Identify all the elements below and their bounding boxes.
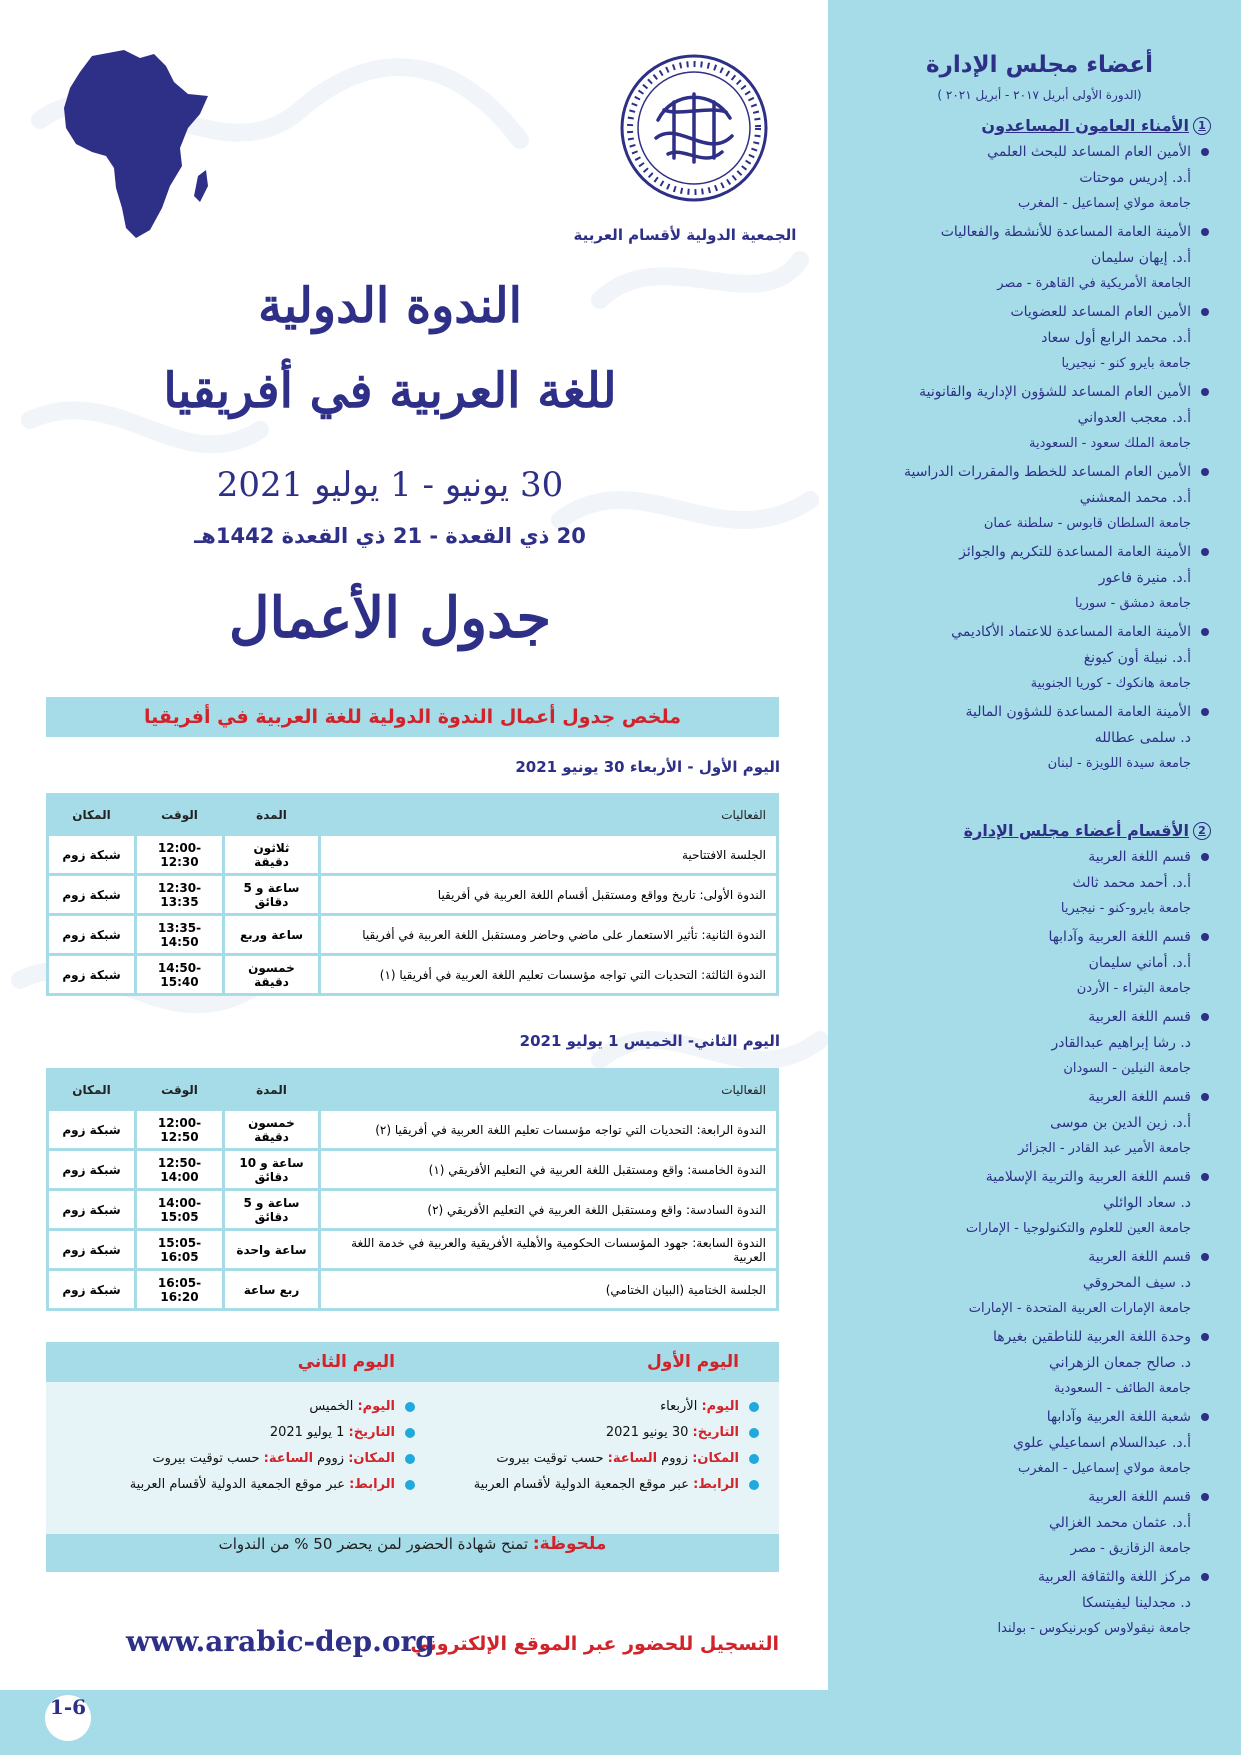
association-seal <box>618 50 770 210</box>
list-item <box>868 844 1211 922</box>
member-role: قسم اللغة العربية وآدابها <box>868 924 1211 950</box>
sidebar-subtitle: (الدورة الأولى أبريل ٢٠١٧ - أبريل ٢٠٢١ ) <box>937 88 1142 102</box>
info-day1-title: اليوم الأول <box>647 1352 739 1372</box>
list-item <box>868 1564 1211 1642</box>
member-name: أ.د. محمد المعشني <box>1079 490 1191 506</box>
page-number: 1-6 <box>45 1695 91 1741</box>
time-cell: 12:50-14:00 <box>136 1150 224 1190</box>
member-role: الأمينة العامة المساعدة للاعتماد الأكاديمي <box>868 619 1211 645</box>
member-name: د. سيف المحروقي <box>1082 1275 1191 1291</box>
member-name: د. صالح جمعان الزهراني <box>1049 1355 1191 1371</box>
register-line <box>46 1625 779 1665</box>
member-name: أ.د. نبيلة أون كيونغ <box>1083 650 1191 666</box>
place-cell: شبكة زوم <box>48 1230 136 1270</box>
member-role: قسم اللغة العربية والتربية الإسلامية <box>868 1164 1211 1190</box>
member-name: د. رشا إبراهيم عبدالقادر <box>1051 1035 1191 1051</box>
list-item <box>868 459 1211 537</box>
table-header-row <box>48 1070 778 1110</box>
member-name: أ.د. محمد الرابع أول سعاد <box>1041 330 1191 346</box>
col-header-time: الوقت <box>136 1070 224 1110</box>
table-header-row <box>48 795 778 835</box>
table-row <box>48 915 778 955</box>
member-role: الأمين العام المساعد للشؤون الإدارية والقانونية <box>868 379 1211 405</box>
time-cell: 12:30-13:35 <box>136 875 224 915</box>
member-name: د. سعاد الوائلي <box>1102 1195 1191 1211</box>
note-bar <box>46 1534 779 1572</box>
info-label: الرابط: <box>349 1477 395 1492</box>
list-item <box>868 1164 1211 1242</box>
activity-cell: الندوة السادسة: واقع ومستقبل اللغة العربية في التعليم الأفريقي (٢) <box>320 1190 778 1230</box>
list-item <box>868 539 1211 617</box>
info-value: حسب توقيت بيروت <box>152 1451 264 1466</box>
place-cell: شبكة زوم <box>48 955 136 995</box>
member-university: جامعة النيلين - السودان <box>1063 1061 1191 1076</box>
member-name: د. مجدلينا ليفيتسكا <box>1082 1595 1191 1611</box>
member-role: قسم اللغة العربية <box>868 844 1211 870</box>
list-item <box>868 699 1211 777</box>
duration-cell: ساعة و 5 دقائق <box>224 1190 320 1230</box>
day1-heading: اليوم الأول - الأربعاء 30 يونيو 2021 <box>515 758 780 776</box>
list-item <box>868 139 1211 217</box>
time-cell: 12:00-12:50 <box>136 1110 224 1150</box>
table-row <box>48 1270 778 1310</box>
event-title-line1: الندوة الدولية <box>258 278 522 334</box>
info-label: المكان: <box>348 1451 395 1466</box>
member-role: شعبة اللغة العربية وآدابها <box>868 1404 1211 1430</box>
register-url-link[interactable]: www.arabic-dep.org <box>126 1625 435 1658</box>
time-cell: 15:05-16:05 <box>136 1230 224 1270</box>
duration-cell: ثلاثون دقيقة <box>224 835 320 875</box>
duration-cell: ساعة و 10 دقائق <box>224 1150 320 1190</box>
info-label: الرابط: <box>693 1477 739 1492</box>
member-name: أ.د. إيهان سليمان <box>1091 250 1191 266</box>
info-value: الأربعاء <box>660 1399 702 1414</box>
table-row <box>48 875 778 915</box>
list-item <box>868 1084 1211 1162</box>
section2-title: الأقسام أعضاء مجلس الإدارة <box>963 821 1189 840</box>
place-cell: شبكة زوم <box>48 835 136 875</box>
member-name: أ.د. منيرة فاعور <box>1098 570 1191 586</box>
event-date-hijri: 20 ذي القعدة - 21 ذي القعدة 1442هـ <box>194 524 586 548</box>
member-role: الأمينة العامة المساعدة للشؤون المالية <box>868 699 1211 725</box>
table-row <box>48 955 778 995</box>
event-title-line2: للغة العربية في أفريقيا <box>163 363 617 419</box>
note-text: تمنح شهادة الحضور لمن يحضر 50 % من الندوات <box>218 1535 533 1553</box>
info-label: التاريخ: <box>348 1425 395 1440</box>
table-row <box>48 1190 778 1230</box>
info-value: 1 يوليو 2021 <box>269 1425 349 1440</box>
place-cell: شبكة زوم <box>48 1150 136 1190</box>
member-university: جامعة الزقازيق - مصر <box>1070 1541 1191 1556</box>
sidebar-title: أعضاء مجلس الإدارة <box>926 52 1153 78</box>
list-item <box>868 379 1211 457</box>
list-item <box>868 299 1211 377</box>
member-name: أ.د. معجب العدواني <box>1077 410 1191 426</box>
table-row <box>48 835 778 875</box>
member-university: جامعة الإمارات العربية المتحدة - الإمارات <box>968 1301 1191 1316</box>
africa-map-icon <box>62 48 212 243</box>
member-university: جامعة بايرو-كنو - نيجيريا <box>1060 901 1191 916</box>
event-date-gregorian: 30 يونيو - 1 يوليو 2021 <box>216 465 564 505</box>
member-role: الأمينة العامة المساعدة للأنشطة والفعاليات <box>868 219 1211 245</box>
list-item <box>95 1420 415 1446</box>
place-cell: شبكة زوم <box>48 915 136 955</box>
member-university: جامعة دمشق - سوريا <box>1075 596 1191 611</box>
list-item <box>868 619 1211 697</box>
time-cell: 16:05-16:20 <box>136 1270 224 1310</box>
member-name: أ.د. أحمد محمد ثالث <box>1072 875 1191 891</box>
col-header-place: المكان <box>48 795 136 835</box>
member-role: الأمين العام المساعد للبحث العلمي <box>868 139 1211 165</box>
day2-schedule-table <box>46 1068 779 1311</box>
member-role: قسم اللغة العربية <box>868 1244 1211 1270</box>
info-label: الساعة: <box>607 1451 658 1466</box>
info-value: عبر موقع الجمعية الدولية لأقسام العربية <box>129 1477 350 1492</box>
list-item <box>95 1394 415 1420</box>
activity-cell: الجلسة الختامية (البيان الختامي) <box>320 1270 778 1310</box>
member-name: أ.د. زين الدين بن موسى <box>1050 1115 1191 1131</box>
member-name: أ.د. إدريس موحتات <box>1079 170 1191 186</box>
list-item <box>868 1324 1211 1402</box>
info-value: عبر موقع الجمعية الدولية لأقسام العربية <box>473 1477 694 1492</box>
col-header-duration: المدة <box>224 1070 320 1110</box>
duration-cell: خمسون دقيقة <box>224 1110 320 1150</box>
info-label: المكان: <box>692 1451 739 1466</box>
table-row <box>48 1110 778 1150</box>
section2-number-icon: 2 <box>1193 822 1211 840</box>
section2-list <box>868 844 1211 1642</box>
member-role: قسم اللغة العربية <box>868 1084 1211 1110</box>
member-university: جامعة نيقولاوس كوبرنيكوس - بولندا <box>997 1621 1191 1636</box>
info-value: الخميس <box>309 1399 358 1414</box>
activity-cell: الندوة الأولى: تاريخ وواقع ومستقبل أقسام اللغة العربية في أفريقيا <box>320 875 778 915</box>
place-cell: شبكة زوم <box>48 1190 136 1230</box>
member-role: الأمينة العامة المساعدة للتكريم والجوائز <box>868 539 1211 565</box>
list-item <box>868 1484 1211 1562</box>
info-label: اليوم: <box>701 1399 739 1414</box>
info-value: زووم <box>657 1451 693 1466</box>
member-role: وحدة اللغة العربية للناطقين بغيرها <box>868 1324 1211 1350</box>
list-item <box>868 1004 1211 1082</box>
member-role: قسم اللغة العربية <box>868 1484 1211 1510</box>
col-header-activities: الفعاليات <box>320 1070 778 1110</box>
member-university: جامعة مولاي إسماعيل - المغرب <box>1018 1461 1191 1476</box>
summary-banner: ملخص جدول أعمال الندوة الدولية للغة العربية في أفريقيا <box>46 697 779 737</box>
info-day1-list <box>439 1394 759 1498</box>
col-header-duration: المدة <box>224 795 320 835</box>
activity-cell: الندوة الرابعة: التحديات التي تواجه مؤسسات تعليم اللغة العربية في أفريقيا (٢) <box>320 1110 778 1150</box>
duration-cell: ساعة واحدة <box>224 1230 320 1270</box>
member-university: جامعة العين للعلوم والتكنولوجيا - الإمارات <box>965 1221 1191 1236</box>
info-box <box>46 1342 779 1572</box>
board-members-sidebar <box>828 0 1241 1755</box>
place-cell: شبكة زوم <box>48 875 136 915</box>
section1-list <box>868 139 1211 777</box>
member-name: أ.د. عثمان محمد الغزالي <box>1048 1515 1191 1531</box>
list-item <box>439 1394 759 1420</box>
day2-heading: اليوم الثاني- الخميس 1 يوليو 2021 <box>519 1032 780 1050</box>
time-cell: 12:00-12:30 <box>136 835 224 875</box>
info-label: الساعة: <box>263 1451 314 1466</box>
activity-cell: الجلسة الافتتاحية <box>320 835 778 875</box>
table-row <box>48 1230 778 1270</box>
duration-cell: خمسون دقيقة <box>224 955 320 995</box>
member-role: الأمين العام المساعد للخطط والمقررات الدراسية <box>868 459 1211 485</box>
member-university: جامعة البتراء - الأردن <box>1076 981 1191 996</box>
col-header-activities: الفعاليات <box>320 795 778 835</box>
list-item <box>95 1446 415 1472</box>
time-cell: 14:50-15:40 <box>136 955 224 995</box>
activity-cell: الندوة الخامسة: واقع ومستقبل اللغة العربية في التعليم الأفريقي (١) <box>320 1150 778 1190</box>
activity-cell: الندوة الثالثة: التحديات التي تواجه مؤسسات تعليم اللغة العربية في أفريقيا (١) <box>320 955 778 995</box>
info-day2-list <box>95 1394 415 1498</box>
note-label: ملحوظة: <box>532 1534 607 1554</box>
place-cell: شبكة زوم <box>48 1110 136 1150</box>
day1-schedule-table <box>46 793 779 996</box>
member-university: جامعة بايرو كنو - نيجيريا <box>1061 356 1191 371</box>
info-value: 30 يونيو 2021 <box>605 1425 693 1440</box>
list-item <box>868 1404 1211 1482</box>
list-item <box>868 924 1211 1002</box>
member-name: د. سلمى عطالله <box>1094 730 1191 746</box>
col-header-time: الوقت <box>136 795 224 835</box>
place-cell: شبكة زوم <box>48 1270 136 1310</box>
member-university: جامعة الملك سعود - السعودية <box>1029 436 1191 451</box>
member-university: الجامعة الأمريكية في القاهرة - مصر <box>997 276 1191 291</box>
member-name: أ.د. أماني سليمان <box>1088 955 1191 971</box>
list-item <box>439 1472 759 1498</box>
table-row <box>48 1150 778 1190</box>
list-item <box>868 219 1211 297</box>
activity-cell: الندوة السابعة: جهود المؤسسات الحكومية والأهلية الأفريقية والعربية في خدمة اللغة العربية <box>320 1230 778 1270</box>
agenda-title: جدول الأعمال <box>228 585 552 651</box>
member-university: جامعة سيدة اللويزة - لبنان <box>1047 756 1191 771</box>
register-label: التسجيل للحضور عبر الموقع الإلكتروني: <box>402 1633 779 1655</box>
member-university: جامعة الطائف - السعودية <box>1053 1381 1191 1396</box>
info-day2-title: اليوم الثاني <box>297 1352 395 1372</box>
member-university: جامعة الأمير عبد القادر - الجزائر <box>1018 1141 1191 1156</box>
info-label: التاريخ: <box>692 1425 739 1440</box>
section1-number-icon: 1 <box>1193 117 1211 135</box>
section1-title: الأمناء العامون المساعدون <box>981 116 1189 135</box>
section1-heading <box>868 116 1211 135</box>
association-name: الجمعية الدولية لأقسام العربية <box>573 226 797 244</box>
member-role: قسم اللغة العربية <box>868 1004 1211 1030</box>
member-university: جامعة مولاي إسماعيل - المغرب <box>1018 196 1191 211</box>
duration-cell: ساعة و 5 دقائق <box>224 875 320 915</box>
list-item <box>439 1420 759 1446</box>
list-item <box>95 1472 415 1498</box>
member-name: أ.د. عبدالسلام اسماعيلي علوي <box>1012 1435 1191 1451</box>
time-cell: 13:35-14:50 <box>136 915 224 955</box>
activity-cell: الندوة الثانية: تأثير الاستعمار على ماضي وحاضر ومستقبل اللغة العربية في أفريقيا <box>320 915 778 955</box>
col-header-place: المكان <box>48 1070 136 1110</box>
member-role: مركز اللغة والثقافة العربية <box>868 1564 1211 1590</box>
time-cell: 14:00-15:05 <box>136 1190 224 1230</box>
duration-cell: ربع ساعة <box>224 1270 320 1310</box>
list-item <box>439 1446 759 1472</box>
info-value: زووم <box>313 1451 349 1466</box>
list-item <box>868 1244 1211 1322</box>
section2-heading <box>868 821 1211 840</box>
member-university: جامعة السلطان قابوس - سلطنة عمان <box>983 516 1191 531</box>
member-role: الأمين العام المساعد للعضويات <box>868 299 1211 325</box>
member-university: جامعة هانكوك - كوريا الجنوبية <box>1030 676 1191 691</box>
info-value: حسب توقيت بيروت <box>496 1451 608 1466</box>
duration-cell: ساعة وربع <box>224 915 320 955</box>
info-label: اليوم: <box>357 1399 395 1414</box>
